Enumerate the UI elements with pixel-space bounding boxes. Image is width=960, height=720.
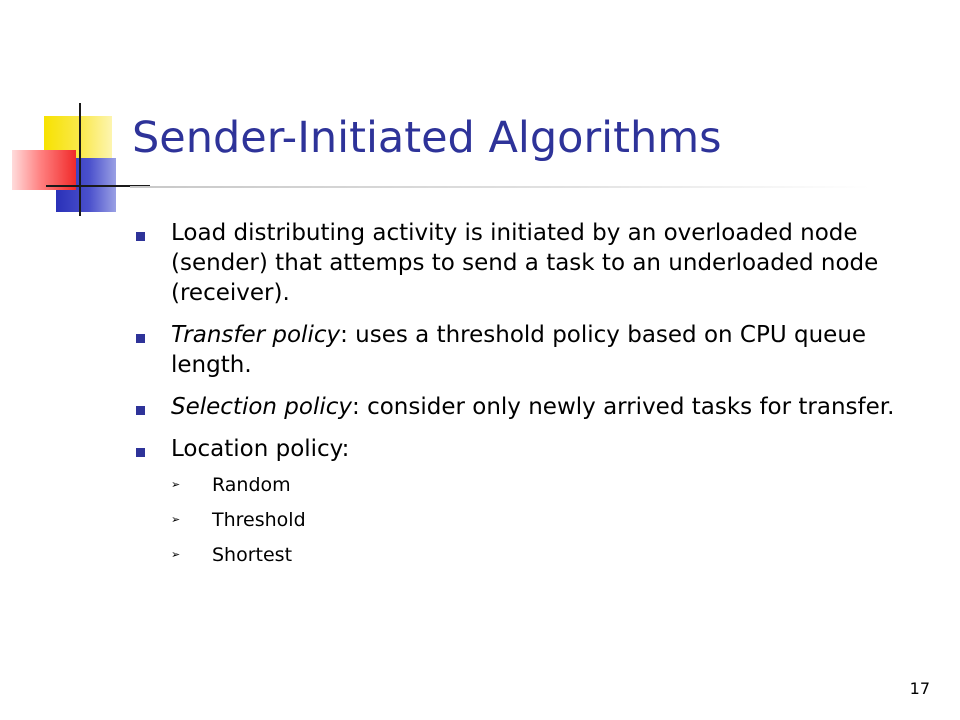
sub-item-label: Threshold bbox=[212, 509, 306, 531]
sub-item-threshold bbox=[171, 505, 936, 535]
bullet-term: Selection policy bbox=[171, 394, 353, 420]
bullet-text: : consider only newly arrived tasks for transfer. bbox=[352, 394, 895, 420]
sub-item-label: Random bbox=[212, 474, 291, 496]
bullet-text: : uses a threshold policy based on CPU queue length. bbox=[171, 322, 867, 378]
arrowhead-bullet-icon: ➢ bbox=[171, 513, 181, 526]
page-number: 17 bbox=[909, 679, 930, 698]
bullet-term: Transfer policy bbox=[171, 322, 341, 348]
square-bullet-icon bbox=[136, 334, 145, 343]
arrowhead-bullet-icon: ➢ bbox=[171, 548, 181, 561]
sub-item-label: Shortest bbox=[212, 544, 293, 566]
sub-item-random bbox=[171, 470, 936, 500]
bullet-item-selection-policy bbox=[136, 392, 936, 422]
vertical-line-decoration bbox=[79, 103, 81, 216]
location-policy-sub-list bbox=[171, 470, 936, 570]
bullet-text: Location policy: bbox=[171, 436, 350, 462]
bullet-item-load-distributing bbox=[136, 218, 936, 308]
slide-title: Sender-Initiated Algorithms bbox=[132, 113, 722, 163]
title-divider bbox=[130, 186, 870, 188]
sub-item-shortest bbox=[171, 540, 936, 570]
bullet-item-transfer-policy bbox=[136, 320, 936, 380]
arrowhead-bullet-icon: ➢ bbox=[171, 478, 181, 491]
red-bar-decoration bbox=[12, 150, 76, 190]
bullet-text: Load distributing activity is initiated by an overloaded node (sender) that attemps to send a task to an underloaded node (receiver). bbox=[171, 220, 879, 306]
bullet-item-location-policy bbox=[136, 434, 936, 570]
square-bullet-icon bbox=[136, 406, 145, 415]
square-bullet-icon bbox=[136, 232, 145, 241]
square-bullet-icon bbox=[136, 448, 145, 457]
bullet-list bbox=[136, 218, 936, 582]
